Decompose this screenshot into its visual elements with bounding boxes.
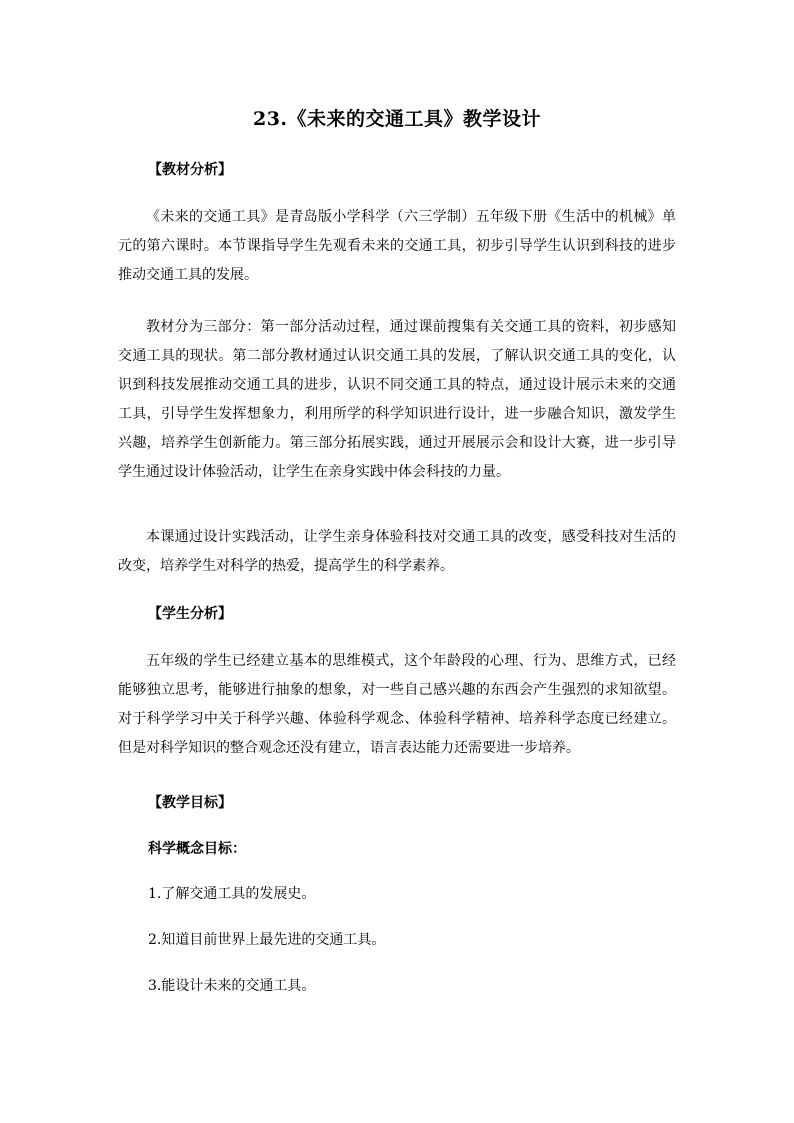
- paragraph-student-analysis-1: 五年级的学生已经建立基本的思维模式，这个年龄段的心理、行为、思维方式，已经能够独立思考，能够进行抽象的想象，对一些自己感兴趣的东西会产生强烈的求知欲望。对于科学学习中关于科学兴趣、体验科学观念、体验科学精神、培养科学态度已经建立。但是对科学知识的整合观念还没有建立，语言表达能力还需要进一步培养。: [118, 653, 676, 756]
- heading-textbook-analysis: 【教材分析】: [148, 162, 232, 178]
- goal-item-1: 1.了解交通工具的发展史。: [148, 886, 316, 902]
- goal-item-2: 2.知道目前世界上最先进的交通工具。: [148, 932, 386, 948]
- subheading-science-concept-goals: 科学概念目标：: [148, 841, 246, 857]
- document-title: 23.《未来的交通工具》教学设计: [252, 108, 542, 130]
- heading-student-analysis: 【学生分析】: [148, 606, 232, 622]
- goal-item-3: 3.能设计未来的交通工具。: [148, 978, 316, 994]
- paragraph-textbook-analysis-2: 教材分为三部分：第一部分活动过程，通过课前搜集有关交通工具的资料，初步感知交通工具的现状。第二部分教材通过认识交通工具的发展，了解认识交通工具的变化，认识到科技发展推动交通工具的进步，认识不同交通工具的特点，通过设计展示未来的交通工具，引导学生发挥想象力，利用所学的科学知识进行设计，进一步融合知识，激发学生兴趣，培养学生创新能力。第三部分拓展实践，通过开展展示会和设计大赛，进一步引导学生通过设计体验活动，让学生在亲身实践中体会科技的力量。: [118, 319, 676, 480]
- paragraph-textbook-analysis-1: 《未来的交通工具》是青岛版小学科学（六三学制）五年级下册《生活中的机械》单元的第六课时。本节课指导学生先观看未来的交通工具，初步引导学生认识到科技的进步推动交通工具的发展。: [118, 209, 676, 283]
- heading-teaching-goals: 【教学目标】: [148, 795, 232, 811]
- paragraph-textbook-analysis-3: 本课通过设计实践活动，让学生亲身体验科技对交通工具的改变，感受科技对生活的改变，培养学生对科学的热爱，提高学生的科学素养。: [118, 529, 676, 574]
